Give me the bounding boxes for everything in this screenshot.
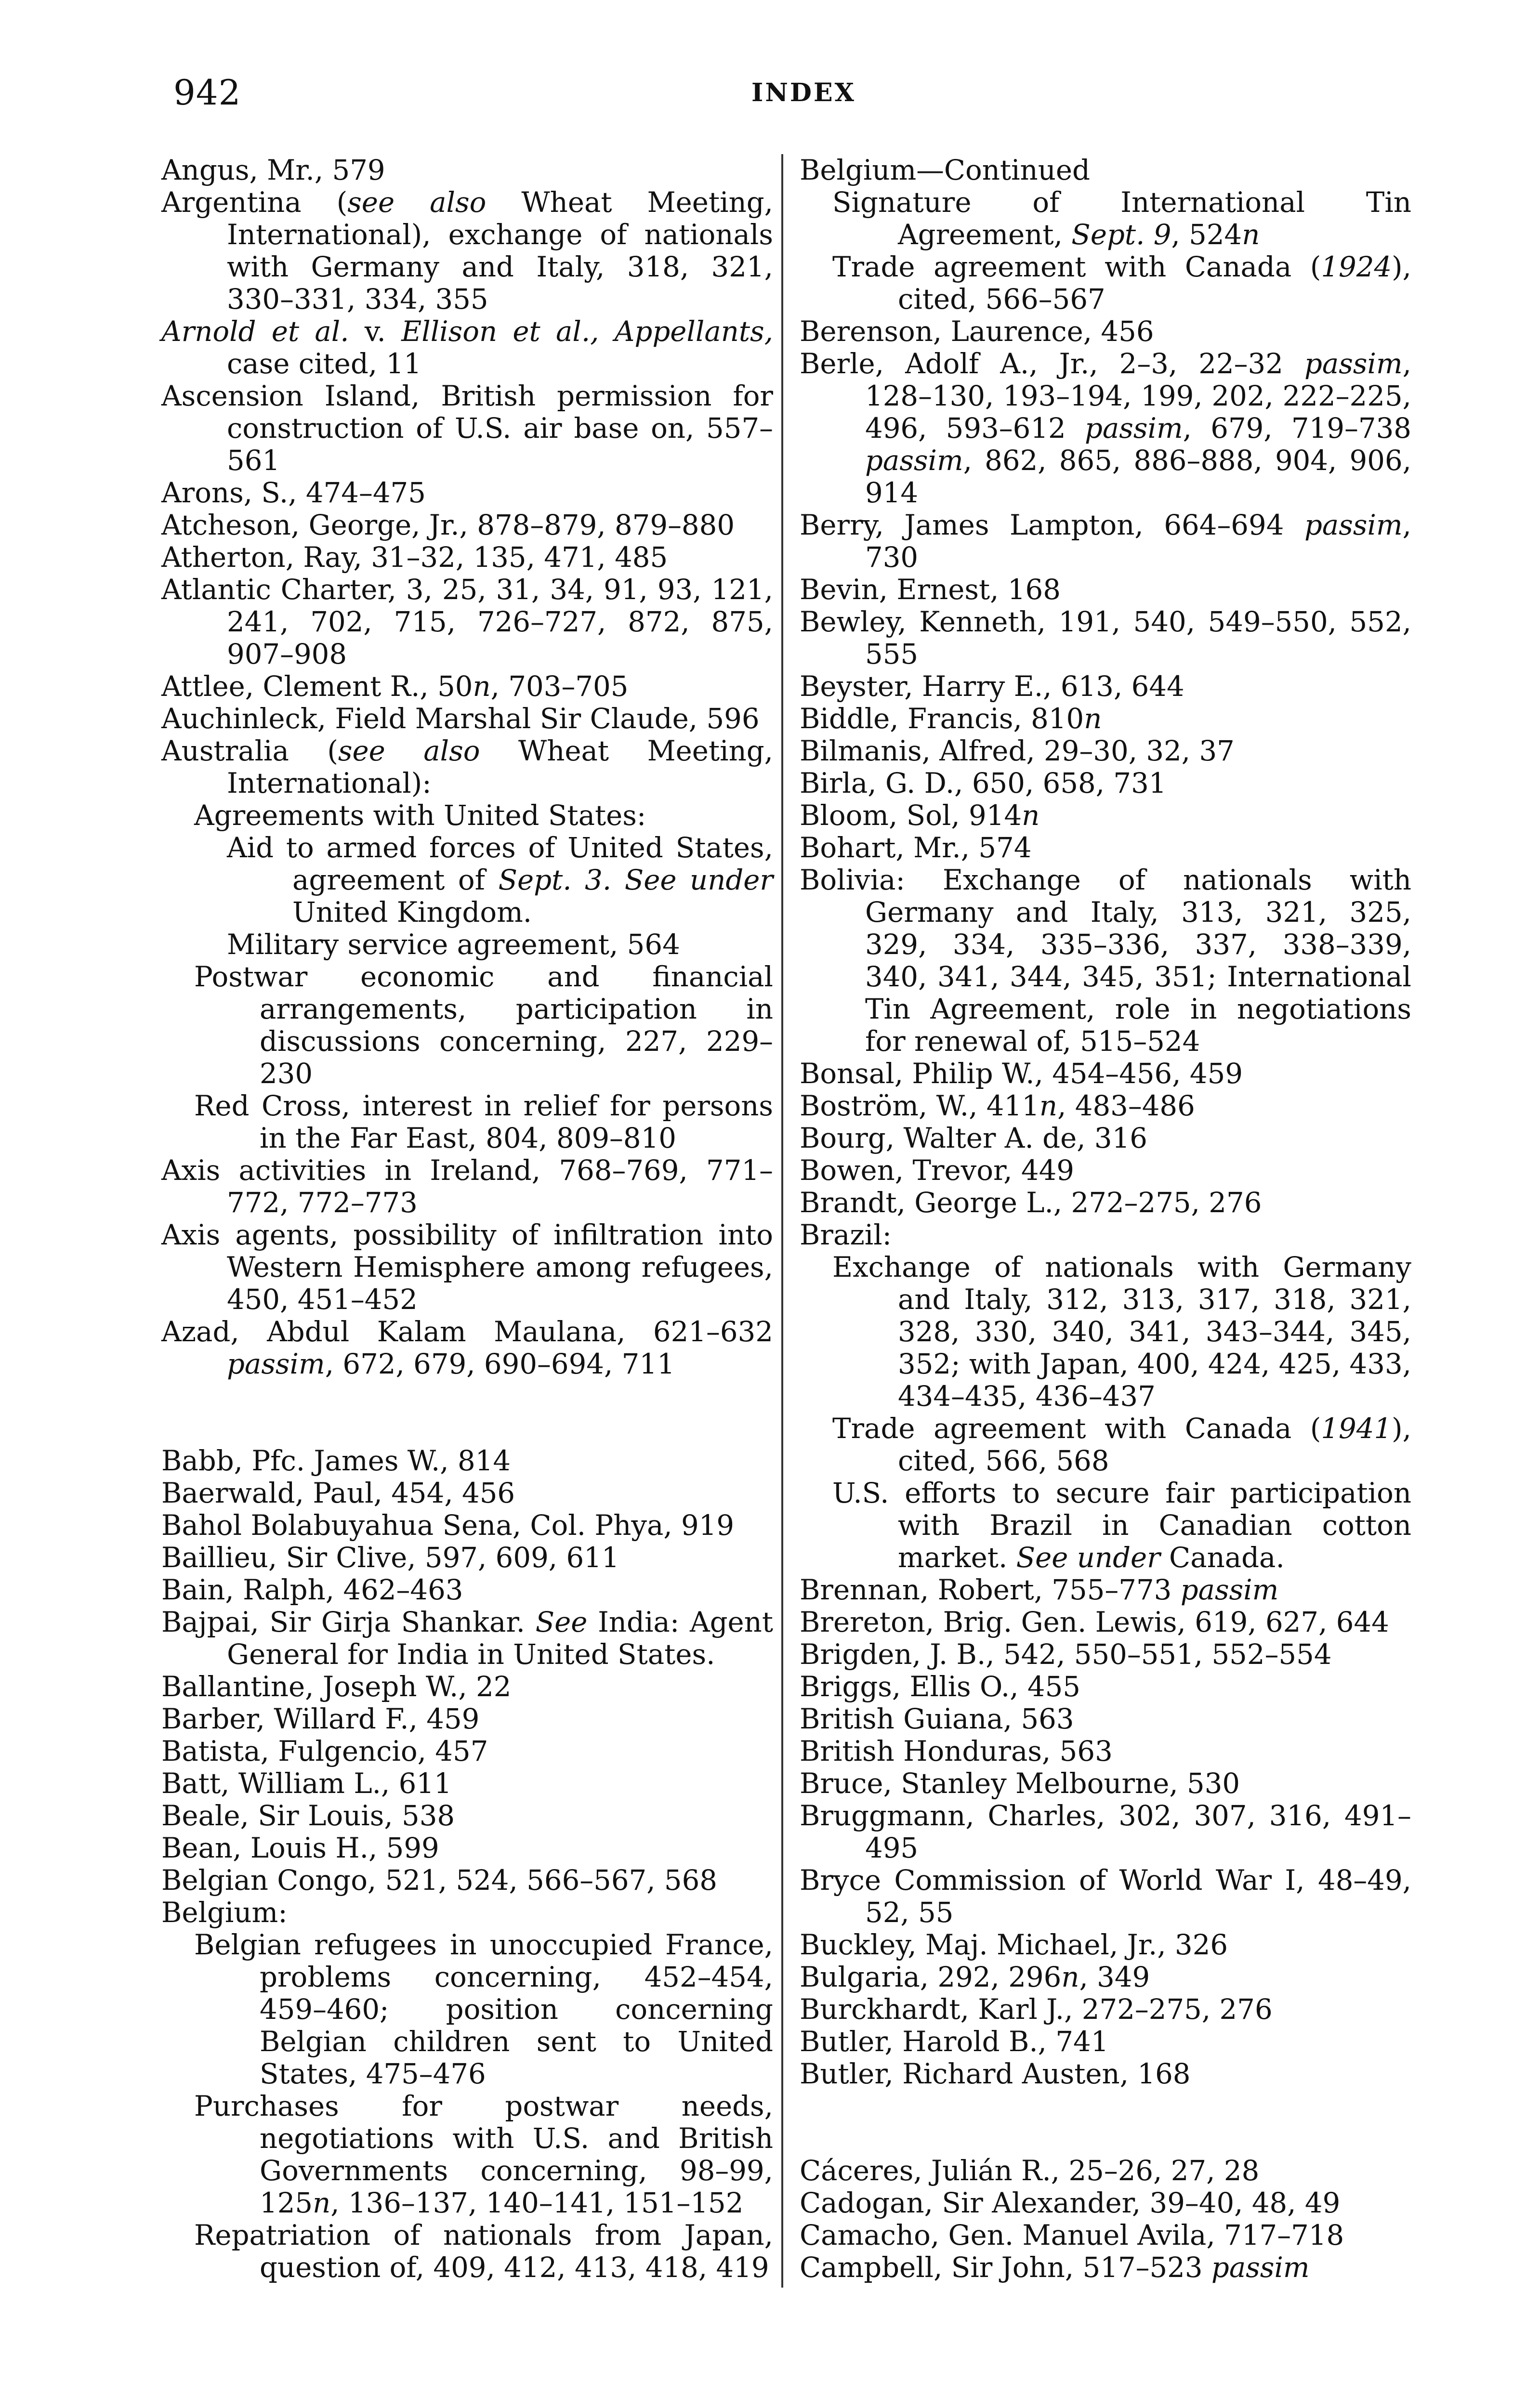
index-subentry: Repatriation of nationals from Japan, question of, 409, 412, 413, 418, 419 (194, 2219, 773, 2284)
index-entry: Belgium: (161, 1896, 288, 1929)
index-subentry: Trade agreement with Canada (1924), cited, 566–567 (832, 250, 1411, 315)
index-entry: Bilmanis, Alfred, 29–30, 32, 37 (800, 734, 1235, 767)
index-entry: Butler, Richard Austen, 168 (800, 2057, 1191, 2090)
index-entry: Beyster, Harry E., 613, 644 (800, 670, 1184, 703)
index-entry: Berle, Adolf A., Jr., 2–3, 22–32 passim, 128–130, 193–194, 199, 202, 222–225, 496, 593–612 passim, 679, 719–738 passim, 862, 865, 886–888, 904, 906, 914 (800, 347, 1411, 509)
index-entry: Bowen, Trevor, 449 (800, 1154, 1075, 1187)
index-entry: Angus, Mr., 579 (161, 154, 385, 186)
index-subentry: Military service agreement, 564 (227, 928, 680, 961)
index-entry: Beale, Sir Louis, 538 (161, 1799, 455, 1832)
index-entry: Arnold et al. v. Ellison et al., Appellants, case cited, 11 (161, 315, 773, 380)
running-head: INDEX (751, 78, 856, 107)
index-entry: Bahol Bolabuyahua Sena, Col. Phya, 919 (161, 1509, 735, 1542)
index-subentry: Exchange of nationals with Germany and Italy, 312, 313, 317, 318, 321, 328, 330, 340, 341, 343–344, 345, 352; with Japan, 400, 424, 425, 433, 434–435, 436–437 (832, 1251, 1411, 1413)
index-column-left (161, 154, 773, 2284)
index-entry: Babb, Pfc. James W., 814 (161, 1444, 511, 1477)
index-subentry: Red Cross, interest in relief for persons in the Far East, 804, 809–810 (194, 1089, 773, 1154)
index-subentry: Belgian refugees in unoccupied France, problems concerning, 452–454, 459–460; position concerning Belgian children sent to United States, 475–476 (194, 1928, 773, 2090)
index-entry: Azad, Abdul Kalam Maulana, 621–632 passim, 672, 679, 690–694, 711 (161, 1315, 773, 1380)
index-entry: Atherton, Ray, 31–32, 135, 471, 485 (161, 541, 668, 574)
index-entry: Bewley, Kenneth, 191, 540, 549–550, 552, 555 (800, 605, 1411, 670)
index-entry: British Guiana, 563 (800, 1702, 1074, 1735)
index-subentry: Signature of International Tin Agreement, Sept. 9, 524n (832, 186, 1411, 251)
index-subentry: Agreements with United States: (194, 799, 646, 832)
page-number: 942 (173, 72, 241, 113)
index-entry: Cadogan, Sir Alexander, 39–40, 48, 49 (800, 2186, 1341, 2219)
index-entry: Bloom, Sol, 914n (800, 799, 1040, 832)
index-entry: Briggs, Ellis O., 455 (800, 1670, 1080, 1703)
index-entry: Axis agents, possibility of infiltration into Western Hemisphere among refugees, 450, 451–452 (161, 1218, 773, 1316)
letter-section-gap (800, 2090, 1411, 2155)
index-subentry: Trade agreement with Canada (1941), cited, 566, 568 (832, 1412, 1411, 1477)
index-entry: Buckley, Maj. Michael, Jr., 326 (800, 1928, 1228, 1961)
index-entry: Batista, Fulgencio, 457 (161, 1735, 488, 1767)
index-entry: Brandt, George L., 272–275, 276 (800, 1186, 1262, 1219)
index-entry: Brazil: (800, 1218, 892, 1251)
index-entry: Barber, Willard F., 459 (161, 1702, 480, 1735)
index-entry: Brigden, J. B., 542, 550–551, 552–554 (800, 1638, 1332, 1671)
index-entry: Ballantine, Joseph W., 22 (161, 1670, 512, 1703)
index-entry: Bajpai, Sir Girja Shankar. See India: Agent General for India in United States. (161, 1606, 774, 1671)
index-entry: Bourg, Walter A. de, 316 (800, 1122, 1147, 1154)
index-entry: Birla, G. D., 650, 658, 731 (800, 767, 1167, 799)
index-entry: Biddle, Francis, 810n (800, 702, 1102, 735)
index-entry: Arons, S., 474–475 (161, 476, 426, 509)
index-entry: Ascension Island, British permission for construction of U.S. air base on, 557–561 (161, 380, 773, 477)
index-entry: Bohart, Mr., 574 (800, 831, 1032, 864)
index-subentry: Purchases for postwar needs, negotiations with U.S. and British Governments concerning, 98–99, 125n, 136–137, 140–141, 151–152 (194, 2090, 773, 2219)
index-entry: Boström, W., 411n, 483–486 (800, 1089, 1195, 1122)
index-subentry: U.S. efforts to secure fair participation with Brazil in Canadian cotton market. See under Canada. (832, 1477, 1411, 1574)
index-entry: Bean, Louis H., 599 (161, 1832, 439, 1864)
index-entry: Bolivia: Exchange of nationals with Germany and Italy, 313, 321, 325, 329, 334, 335–336, 337, 338–339, 340, 341, 344, 345, 351; International Tin Agreement, role in negotiations for renewal of, 515–524 (800, 864, 1411, 1058)
index-entry: Argentina (see also Wheat Meeting, International), exchange of nationals with Germany and Italy, 318, 321, 330–331, 334, 355 (161, 186, 773, 315)
letter-section-gap (161, 1380, 773, 1445)
index-subentry: Aid to armed forces of United States, agreement of Sept. 3. See under United Kingdom. (227, 831, 774, 929)
index-entry: Bulgaria, 292, 296n, 349 (800, 1961, 1150, 1993)
index-entry: Bruggmann, Charles, 302, 307, 316, 491–495 (800, 1799, 1411, 1864)
index-column-right (800, 154, 1411, 2284)
index-entry: Attlee, Clement R., 50n, 703–705 (161, 670, 629, 703)
column-rule (781, 154, 783, 2288)
index-entry: Axis activities in Ireland, 768–769, 771–772, 772–773 (161, 1154, 773, 1219)
index-entry: Burckhardt, Karl J., 272–275, 276 (800, 1993, 1273, 2026)
index-entry: Auchinleck, Field Marshal Sir Claude, 596 (161, 702, 760, 735)
index-entry: Atlantic Charter, 3, 25, 31, 34, 91, 93, 121, 241, 702, 715, 726–727, 872, 875, 907–908 (161, 573, 773, 670)
index-entry: Berenson, Laurence, 456 (800, 315, 1154, 348)
index-entry: Australia (see also Wheat Meeting, International): (161, 734, 773, 799)
index-entry: Bryce Commission of World War I, 48–49, 52, 55 (800, 1864, 1411, 1929)
index-entry: Cáceres, Julián R., 25–26, 27, 28 (800, 2154, 1260, 2187)
index-entry: Belgium—Continued (800, 154, 1090, 186)
index-entry: Butler, Harold B., 741 (800, 2025, 1109, 2058)
index-entry: Berry, James Lampton, 664–694 passim, 730 (800, 509, 1411, 574)
index-entry: British Honduras, 563 (800, 1735, 1113, 1767)
index-entry: Brennan, Robert, 755–773 passim (800, 1573, 1279, 1606)
index-subentry: Postwar economic and financial arrangements, participation in discussions concerning, 227, 229–230 (194, 960, 773, 1090)
index-entry: Baillieu, Sir Clive, 597, 609, 611 (161, 1541, 619, 1574)
index-entry: Camacho, Gen. Manuel Avila, 717–718 (800, 2219, 1344, 2251)
index-entry: Bevin, Ernest, 168 (800, 573, 1061, 606)
index-entry: Bruce, Stanley Melbourne, 530 (800, 1767, 1240, 1800)
index-entry: Baerwald, Paul, 454, 456 (161, 1477, 515, 1509)
index-entry: Belgian Congo, 521, 524, 566–567, 568 (161, 1864, 718, 1897)
index-entry: Brereton, Brig. Gen. Lewis, 619, 627, 644 (800, 1606, 1389, 1638)
index-entry: Campbell, Sir John, 517–523 passim (800, 2251, 1310, 2284)
index-entry: Atcheson, George, Jr., 878–879, 879–880 (161, 509, 735, 541)
index-entry: Batt, William L., 611 (161, 1767, 452, 1800)
index-entry: Bonsal, Philip W., 454–456, 459 (800, 1057, 1243, 1090)
index-entry: Bain, Ralph, 462–463 (161, 1573, 463, 1606)
